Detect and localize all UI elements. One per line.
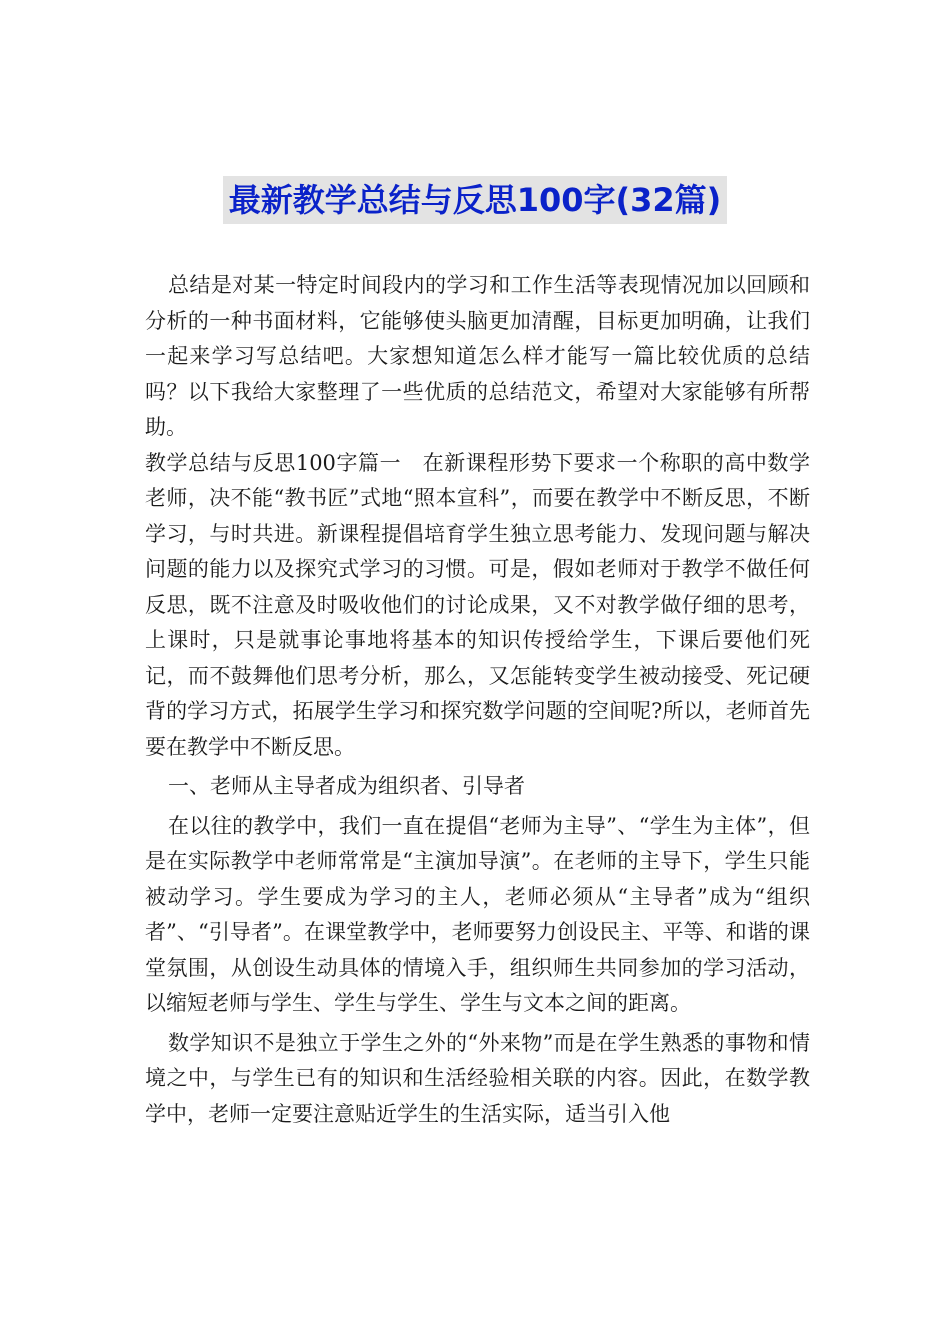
section-one-paragraph: 教学总结与反思100字篇一 在新课程形势下要求一个称职的高中数学老师，决不能“教书匠”式地“照本宣科”，而要在教学中不断反思，不断学习，与时共进。新课程提倡培育学生独立思考能力、发现问题与解决问题的能力以及探究式学习的习惯。可是，假如老师对于教学不做任何反思，既不注意及时吸收他们的讨论成果，又不对教学做仔细的思考，上课时，只是就事论事地将基本的知识传授给学生，下课后要他们死记，而不鼓舞他们思考分析，那么，又怎能转变学生被动接受、死记硬背的学习方式，拓展学生学习和探究数学问题的空间呢?所以，老师首先要在教学中不断反思。 <box>145 450 810 759</box>
title-container <box>0 176 950 224</box>
body-paragraph-2: 在以往的教学中，我们一直在提倡“老师为主导”、“学生为主体”，但是在实际教学中老师常常是“主演加导演”。在老师的主导下，学生只能被动学习。学生要成为学习的主人，老师必须从“主导者”成为“组织者”、“引导者”。在课堂教学中，老师要努力创设民主、平等、和谐的课堂氛围，从创设生动具体的情境入手，组织师生共同参加的学习活动，以缩短老师与学生、学生与学生、学生与文本之间的距离。 <box>145 813 810 1015</box>
body-paragraph-3: 数学知识不是独立于学生之外的“外来物”而是在学生熟悉的事物和情境之中，与学生已有的知识和生活经验相关联的内容。因此，在数学教学中，老师一定要注意贴近学生的生活实际，适当引入他 <box>145 1030 810 1126</box>
document-title: 最新教学总结与反思100字(32篇) <box>223 176 728 224</box>
document-body <box>145 268 810 1132</box>
document-page <box>145 0 810 1344</box>
subheading-one: 一、老师从主导者成为组织者、引导者 <box>168 774 525 798</box>
intro-paragraph: 总结是对某一特定时间段内的学习和工作生活等表现情况加以回顾和分析的一种书面材料，它能够使头脑更加清醒，目标更加明确，让我们一起来学习写总结吧。大家想知道怎么样才能写一篇比较优质的总结吗？以下我给大家整理了一些优质的总结范文，希望对大家能够有所帮助。 <box>145 273 810 439</box>
